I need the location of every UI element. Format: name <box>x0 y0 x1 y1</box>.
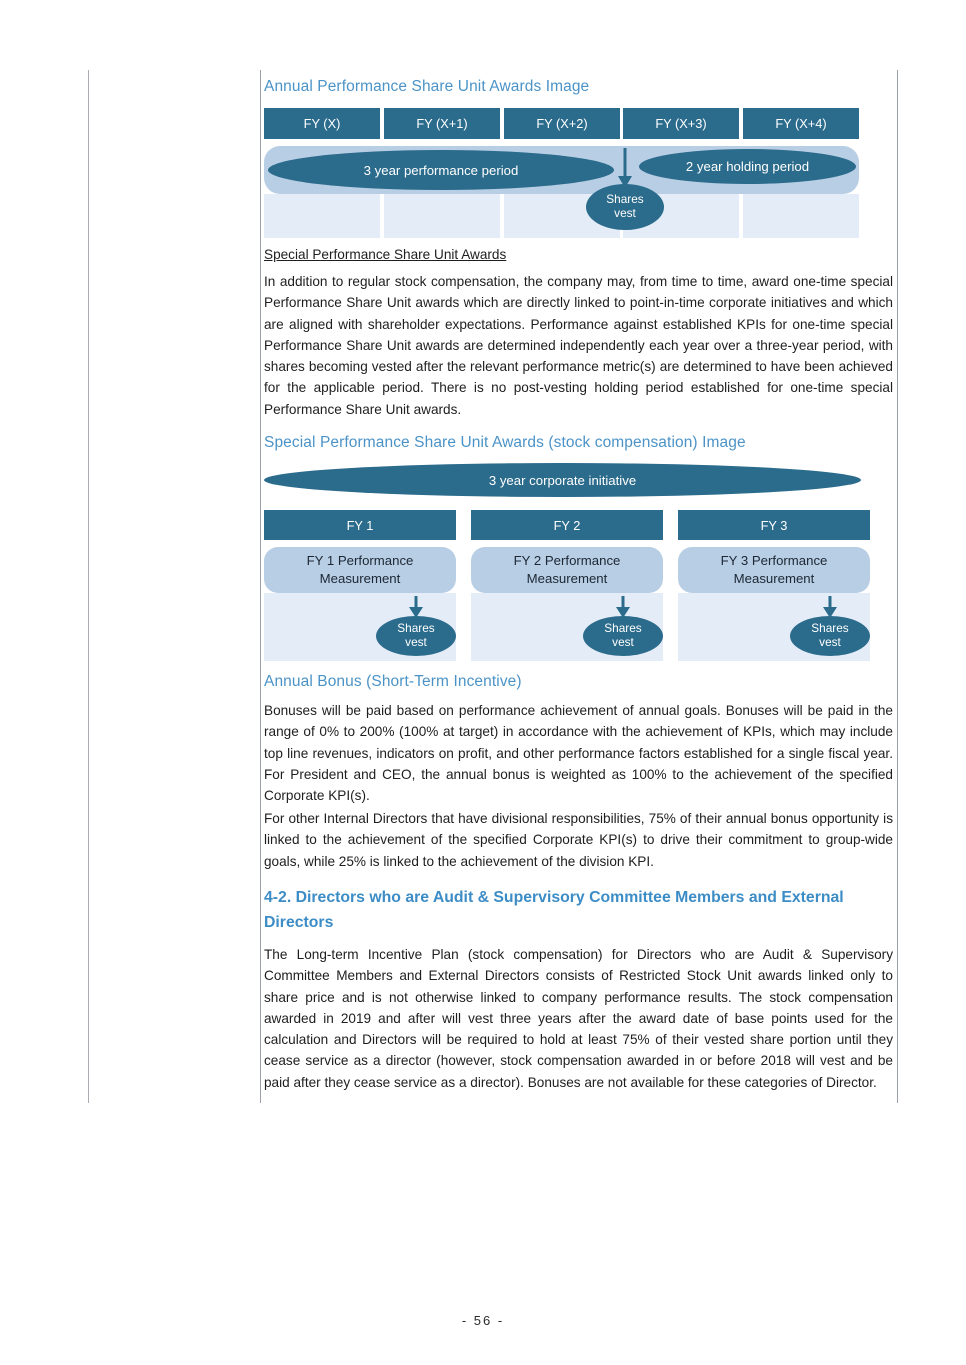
shares-vest-ellipse <box>583 616 663 656</box>
performance-measurement-label: FY 1 Performance Measurement <box>306 552 414 586</box>
table-rule-middle <box>260 70 261 1103</box>
fy-header-box: FY 1 <box>264 510 456 540</box>
annual-bonus-heading: Annual Bonus (Short-Term Incentive) <box>264 673 522 690</box>
special-psu-image-heading: Special Performance Share Unit Awards (stock compensation) Image <box>264 434 746 451</box>
annual-bonus-paragraph-2: For other Internal Directors that have divisional responsibilities, 75% of their annual bonus opportunity is linked to the achievement of the specified Corporate KPI(s) to drive their commitment to group-wide goals, while 25% is linked to the achievement of the division KPI. <box>264 811 893 869</box>
timeline-column <box>384 194 500 238</box>
section-4-2-heading: 4-2. Directors who are Audit & Supervisory Committee Members and External Directors <box>264 889 844 931</box>
holding-period-ellipse: 2 year holding period <box>639 149 856 184</box>
special-psu-paragraph: In addition to regular stock compensation, the company may, from time to time, award one-time special Performance Share Unit awards which are directly linked to point-in-time corporate initiatives and which are aligned with shareholder expectations. Performance against established KPIs for one-time special Performance Share Unit awards are determined independently each year over a three-year period, with shares becoming vested after the relevant performance metric(s) are determined to have been achieved for the applicable period. There is no post-vesting holding period established for one-time special Performance Share Unit awards. <box>264 274 893 417</box>
down-arrow-icon <box>615 148 635 189</box>
shares-vest-label: Shares vest <box>397 621 435 649</box>
fy-header-box: FY 3 <box>678 510 870 540</box>
performance-measurement-box <box>678 547 870 593</box>
shares-vest-label: Shares vest <box>604 621 642 649</box>
annual-bonus-paragraph-1: Bonuses will be paid based on performance achievement of annual goals. Bonuses will be paid in the range of 0% to 200% (100% at target) in accordance with the achievement of KPIs, which may include top line revenues, indicators on profit, and other performance factors established for a single fiscal year. For President and CEO, the annual bonus is weighted as 100% to the achievement of the specified Corporate KPI(s). <box>264 703 893 804</box>
fiscal-year-box: FY (X+2) <box>504 108 620 139</box>
shares-vest-ellipse <box>790 616 870 656</box>
shares-vest-ellipse <box>376 616 456 656</box>
fiscal-year-box: FY (X+4) <box>743 108 859 139</box>
shares-vest-label: Shares vest <box>606 192 644 220</box>
performance-period-ellipse: 3 year performance period <box>268 150 614 190</box>
table-rule-right <box>897 70 898 1103</box>
timeline-column <box>264 194 380 238</box>
annual-psu-image-heading: Annual Performance Share Unit Awards Image <box>264 78 590 95</box>
table-rule-left <box>88 70 89 1103</box>
fy-header-box: FY 2 <box>471 510 663 540</box>
performance-measurement-label: FY 2 Performance Measurement <box>513 552 621 586</box>
corporate-initiative-ellipse: 3 year corporate initiative <box>264 463 861 497</box>
special-psu-subheading: Special Performance Share Unit Awards <box>264 247 507 262</box>
performance-measurement-box <box>264 547 456 593</box>
performance-measurement-label: FY 3 Performance Measurement <box>720 552 828 586</box>
fiscal-year-box: FY (X+3) <box>623 108 739 139</box>
timeline-column <box>743 194 859 238</box>
shares-vest-label: Shares vest <box>811 621 849 649</box>
performance-measurement-box <box>471 547 663 593</box>
shares-vest-ellipse <box>586 184 664 230</box>
fiscal-year-box: FY (X+1) <box>384 108 500 139</box>
fiscal-year-box: FY (X) <box>264 108 380 139</box>
page-number: - 56 - <box>461 1313 505 1328</box>
section-4-2-paragraph: The Long-term Incentive Plan (stock compensation) for Directors who are Audit & Supervisory Committee Members and External Directors consists of Restricted Stock Unit awards linked only to share price and is not otherwise linked to company performance results. The stock compensation awarded in 2019 and after will vest three years after the award date of base points used for the calculation and Directors will be required to hold at least 75% of their vested share portion until they cease service as a director (however, stock compensation awarded in or before 2018 will vest and be paid after they cease service as a director). Bonuses are not available for these categories of Director. <box>264 947 893 1090</box>
